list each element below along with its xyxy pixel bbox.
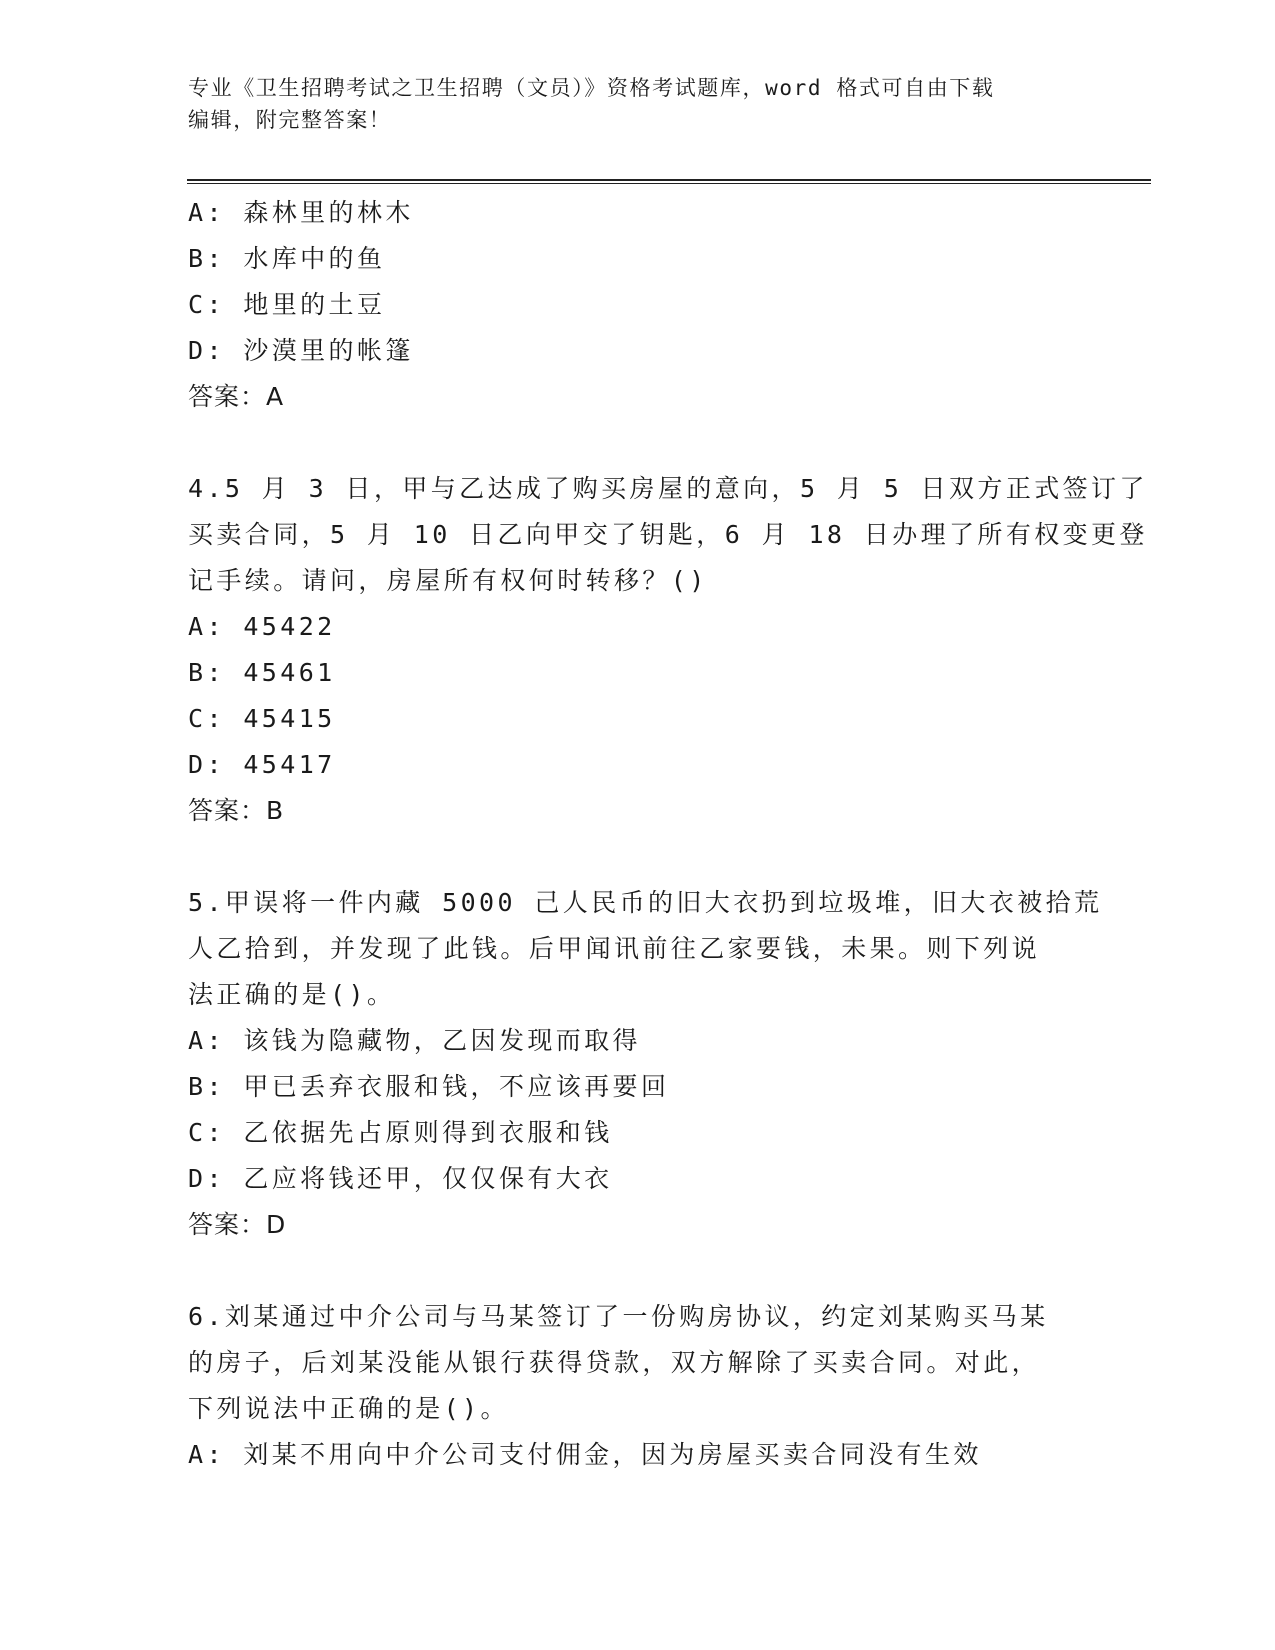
- document-body: [188, 190, 1148, 1478]
- question-3: [188, 190, 1088, 420]
- option-c: C: 地里的土豆: [188, 290, 386, 319]
- header-divider-bottom: [187, 183, 1151, 184]
- header-line-2: 编辑，附完整答案！: [188, 108, 392, 132]
- option-b: B: 水库中的鱼: [188, 244, 386, 273]
- option-c: C: 45415: [188, 704, 336, 733]
- question-stem-line: 4.5 月 3 日，甲与乙达成了购买房屋的意向，5 月 5 日双方正式签订了: [188, 474, 1148, 503]
- option-a: A: 该钱为隐藏物，乙因发现而取得: [188, 1026, 641, 1055]
- question-stem-line: 人乙拾到，并发现了此钱。后甲闻讯前往乙家要钱，未果。则下列说: [188, 934, 1041, 963]
- question-4: [188, 466, 1148, 834]
- spacer: [188, 420, 1088, 466]
- answer: 答案：B: [188, 796, 285, 825]
- question-stem-line: 6.刘某通过中介公司与马某签订了一份购房协议，约定刘某购买马某: [188, 1302, 1049, 1331]
- question-5: [188, 880, 1103, 1248]
- option-d: D: 乙应将钱还甲，仅仅保有大衣: [188, 1164, 613, 1193]
- option-d: D: 沙漠里的帐篷: [188, 336, 414, 365]
- option-a: A: 45422: [188, 612, 336, 641]
- question-stem-line: 5.甲误将一件内藏 5000 己人民币的旧大衣扔到垃圾堆，旧大衣被拾荒: [188, 888, 1103, 917]
- answer: 答案：D: [188, 1210, 287, 1239]
- header-line-1: 专业《卫生招聘考试之卫生招聘（文员）》资格考试题库，word 格式可自由下载: [188, 76, 995, 100]
- option-a: A: 森林里的林木: [188, 198, 414, 227]
- option-b: B: 45461: [188, 658, 336, 687]
- question-stem-line: 买卖合同，5 月 10 日乙向甲交了钥匙，6 月 18 日办理了所有权变更登: [188, 520, 1148, 549]
- question-stem-line: 下列说法中正确的是()。: [188, 1394, 509, 1423]
- question-stem-line: 的房子，后刘某没能从银行获得贷款，双方解除了买卖合同。对此，: [188, 1348, 1041, 1377]
- spacer: [188, 1248, 1088, 1294]
- option-d: D: 45417: [188, 750, 336, 779]
- answer: 答案：A: [188, 382, 285, 411]
- option-c: C: 乙依据先占原则得到衣服和钱: [188, 1118, 613, 1147]
- option-a: A: 刘某不用向中介公司支付佣金，因为房屋买卖合同没有生效: [188, 1440, 982, 1469]
- document-header: [188, 72, 1088, 136]
- option-b: B: 甲已丢弃衣服和钱，不应该再要回: [188, 1072, 670, 1101]
- question-stem-line: 法正确的是()。: [188, 980, 396, 1009]
- spacer: [188, 834, 1088, 880]
- question-6: [188, 1294, 1088, 1478]
- question-stem-line: 记手续。请问，房屋所有权何时转移？(): [188, 566, 708, 595]
- header-divider-top: [187, 179, 1151, 181]
